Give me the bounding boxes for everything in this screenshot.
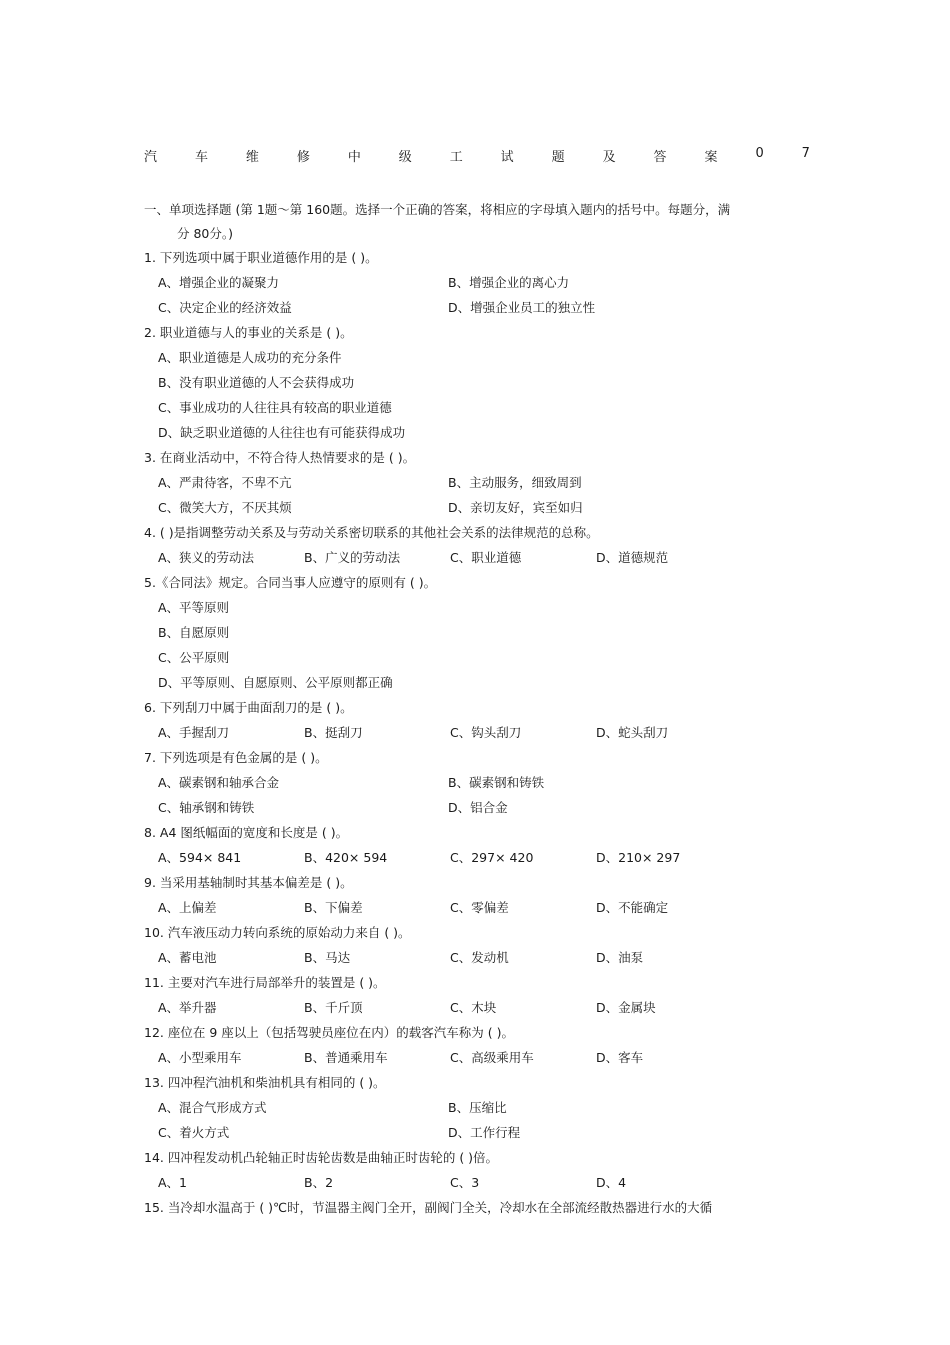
- answer-option: C、公平原则: [158, 650, 230, 665]
- question-item: [144, 1195, 784, 1220]
- question-item: [144, 870, 784, 920]
- title-char: 级: [398, 150, 412, 165]
- question-stem: 1. 下列选项中属于职业道德作用的是 ( )。: [144, 250, 378, 265]
- question-item: [144, 445, 784, 520]
- answer-option: B、普通乘用车: [304, 1050, 388, 1065]
- answer-option: B、广义的劳动法: [304, 550, 401, 565]
- title-char: 题: [551, 150, 565, 165]
- option-group: [144, 845, 784, 870]
- title-char: 车: [194, 150, 208, 165]
- answer-option: C、钩头刮刀: [450, 725, 522, 740]
- question-item: [144, 320, 784, 445]
- answer-option: A、职业道德是人成功的充分条件: [158, 350, 342, 365]
- option-group: [144, 470, 784, 520]
- question-list: [144, 245, 784, 1220]
- answer-option: B、压缩比: [448, 1100, 507, 1115]
- answer-option: C、零偏差: [450, 900, 509, 915]
- title-char: 试: [500, 150, 514, 165]
- answer-option: B、马达: [304, 950, 351, 965]
- answer-option: B、挺刮刀: [304, 725, 363, 740]
- answer-option: C、决定企业的经济效益: [158, 300, 292, 315]
- answer-option: C、职业道德: [450, 550, 522, 565]
- answer-option: A、平等原则: [158, 600, 230, 615]
- answer-option: D、增强企业员工的独立性: [448, 300, 596, 315]
- option-group: [144, 1045, 784, 1070]
- question-item: [144, 570, 784, 695]
- answer-option: D、客车: [596, 1050, 644, 1065]
- option-group: [144, 995, 784, 1020]
- answer-option: D、不能确定: [596, 900, 669, 915]
- answer-option: B、千斤顶: [304, 1000, 363, 1015]
- question-item: [144, 920, 784, 970]
- title-char: 工: [449, 150, 463, 165]
- answer-option: C、事业成功的人往往具有较高的职业道德: [158, 400, 392, 415]
- option-group: [144, 895, 784, 920]
- answer-option: B、没有职业道德的人不会获得成功: [158, 375, 355, 390]
- answer-option: D、金属块: [596, 1000, 656, 1015]
- answer-option: D、工作行程: [448, 1125, 521, 1140]
- answer-option: C、轴承钢和铸铁: [158, 800, 255, 815]
- option-group: [144, 595, 784, 695]
- option-group: [144, 1170, 784, 1195]
- question-item: [144, 245, 784, 320]
- answer-option: A、手握刮刀: [158, 725, 230, 740]
- answer-option: B、主动服务，细致周到: [448, 475, 582, 490]
- title-char: 中: [347, 150, 361, 165]
- title-char: 及: [602, 150, 616, 165]
- question-stem: 3. 在商业活动中，不符合待人热情要求的是 ( )。: [144, 450, 416, 465]
- question-stem: 12. 座位在 9 座以上（包括驾驶员座位在内）的载客汽车称为 ( )。: [144, 1025, 514, 1040]
- answer-option: B、增强企业的离心力: [448, 275, 570, 290]
- answer-option: A、混合气形成方式: [158, 1100, 267, 1115]
- question-stem: 14. 四冲程发动机凸轮轴正时齿轮齿数是曲轴正时齿轮的 ( )倍。: [144, 1150, 499, 1165]
- option-group: [144, 270, 784, 320]
- question-stem: 8. A4 图纸幅面的宽度和长度是 ( )。: [144, 825, 349, 840]
- answer-option: C、发动机: [450, 950, 509, 965]
- option-group: [144, 345, 784, 445]
- option-group: [144, 545, 784, 570]
- answer-option: B、420× 594: [304, 850, 388, 865]
- answer-option: A、上偏差: [158, 900, 217, 915]
- answer-option: C、微笑大方，不厌其烦: [158, 500, 292, 515]
- question-item: [144, 820, 784, 870]
- title-char: 修: [296, 150, 310, 165]
- title-char: 维: [245, 150, 259, 165]
- answer-option: D、蛇头刮刀: [596, 725, 669, 740]
- answer-option: D、油泵: [596, 950, 644, 965]
- question-item: [144, 695, 784, 745]
- question-stem: 13. 四冲程汽油机和柴油机具有相同的 ( )。: [144, 1075, 386, 1090]
- answer-option: D、210× 297: [596, 850, 681, 865]
- question-item: [144, 745, 784, 820]
- option-group: [144, 720, 784, 745]
- question-item: [144, 1070, 784, 1145]
- question-stem: 6. 下列刮刀中属于曲面刮刀的是 ( )。: [144, 700, 353, 715]
- option-group: [144, 1095, 784, 1145]
- answer-option: B、碳素钢和铸铁: [448, 775, 545, 790]
- answer-option: D、平等原则、自愿原则、公平原则都正确: [158, 675, 393, 690]
- answer-option: D、4: [596, 1175, 627, 1190]
- title-char: 0: [755, 146, 764, 161]
- section-intro: [144, 198, 774, 246]
- answer-option: A、小型乘用车: [158, 1050, 242, 1065]
- option-group: [144, 945, 784, 970]
- answer-option: C、着火方式: [158, 1125, 230, 1140]
- question-item: [144, 1020, 784, 1070]
- answer-option: D、道德规范: [596, 550, 669, 565]
- answer-option: C、3: [450, 1175, 480, 1190]
- answer-option: A、严肃待客，不卑不亢: [158, 475, 292, 490]
- answer-option: B、下偏差: [304, 900, 363, 915]
- title-char: 答: [653, 150, 667, 165]
- question-item: [144, 1145, 784, 1195]
- answer-option: B、自愿原则: [158, 625, 230, 640]
- title-char: 案: [704, 150, 718, 165]
- answer-option: B、2: [304, 1175, 334, 1190]
- answer-option: A、举升器: [158, 1000, 217, 1015]
- question-item: [144, 970, 784, 1020]
- question-stem: 15. 当冷却水温高于 ( )℃时，节温器主阀门全开，副阀门全关，冷却水在全部流经散热器进行水的大循: [144, 1200, 713, 1215]
- option-group: [144, 770, 784, 820]
- question-stem: 2. 职业道德与人的事业的关系是 ( )。: [144, 325, 353, 340]
- answer-option: A、碳素钢和轴承合金: [158, 775, 280, 790]
- question-item: [144, 520, 784, 570]
- title-char: 汽: [144, 150, 158, 165]
- question-stem: 9. 当采用基轴制时其基本偏差是 ( )。: [144, 875, 353, 890]
- answer-option: A、1: [158, 1175, 188, 1190]
- answer-option: C、297× 420: [450, 850, 534, 865]
- question-stem: 7. 下列选项是有色金属的是 ( )。: [144, 750, 328, 765]
- question-stem: 4. ( )是指调整劳动关系及与劳动关系密切联系的其他社会关系的法律规范的总称。: [144, 525, 599, 540]
- question-stem: 11. 主要对汽车进行局部举升的装置是 ( )。: [144, 975, 386, 990]
- answer-option: C、木块: [450, 1000, 497, 1015]
- answer-option: C、高级乘用车: [450, 1050, 534, 1065]
- answer-option: D、亲切友好，宾至如归: [448, 500, 583, 515]
- section-intro-line: 一、单项选择题 (第 1题～第 160题。选择一个正确的答案，将相应的字母填入题内的括号中。每题分，满: [144, 202, 731, 217]
- title-char: 7: [801, 146, 810, 161]
- document-title: [144, 146, 810, 165]
- section-intro-line: 分 80分。): [177, 226, 234, 241]
- question-stem: 5.《合同法》规定。合同当事人应遵守的原则有 ( )。: [144, 575, 437, 590]
- answer-option: D、铝合金: [448, 800, 508, 815]
- answer-option: A、增强企业的凝聚力: [158, 275, 280, 290]
- answer-option: A、594× 841: [158, 850, 242, 865]
- answer-option: A、狭义的劳动法: [158, 550, 255, 565]
- answer-option: D、缺乏职业道德的人往往也有可能获得成功: [158, 425, 406, 440]
- question-stem: 10. 汽车液压动力转向系统的原始动力来自 ( )。: [144, 925, 411, 940]
- answer-option: A、蓄电池: [158, 950, 217, 965]
